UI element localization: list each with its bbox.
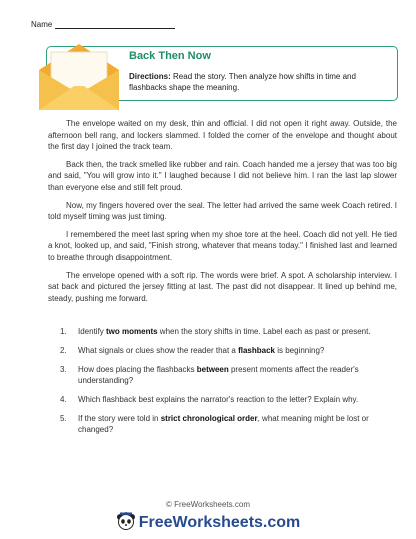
question-text: Which flashback best explains the narrator's reaction to the letter? Explain why.	[78, 395, 359, 404]
question-number: 1.	[60, 327, 67, 336]
question-text: What signals or clues show the reader that a	[78, 346, 239, 355]
footer-brand[interactable]	[0, 512, 416, 532]
brand-name: FreeWorksheets.com	[138, 514, 301, 531]
envelope-icon	[34, 36, 124, 116]
name-blank[interactable]	[55, 28, 175, 29]
footer-link[interactable]: © FreeWorksheets.com	[166, 500, 250, 509]
story-paragraph: Back then, the track smelled like rubber and rain. Coach handed me a jersey that was too big and said, "You will grow into it." I laughed because I did not believe him. I ran the last lap slower than everyone else and still felt proud.	[48, 159, 397, 192]
directions	[129, 71, 394, 93]
question-item	[60, 394, 390, 405]
story-paragraph: I remembered the meet last spring when my shoe tore at the heel. Coach did not yell. He tied a knot, looked up, and said, "Finish strong, whatever that means today." I finished last and learned to breathe through disappointment.	[48, 229, 397, 262]
story-paragraph: The envelope waited on my desk, thin and official. I did not open it right away. Outside, the afternoon bell rang, and lockers slammed. I folded the corner of the envelope and thought about the first day I joined the track team.	[48, 119, 397, 152]
question-text: when the story shifts in time. Label each as past or present.	[157, 327, 371, 336]
question-text: How does placing the flashbacks	[78, 365, 197, 374]
question-item	[60, 326, 390, 337]
story-paragraph: Now, my fingers hovered over the seal. The letter had arrived the same week Coach retired. I told myself timing was just timing.	[48, 200, 397, 222]
question-text: Identify	[78, 327, 107, 336]
question-keyword: between	[196, 365, 229, 374]
question-text: If the story were told in	[78, 414, 161, 423]
story-text	[48, 118, 397, 310]
question-keyword: two moments	[106, 327, 158, 336]
question-number: 2.	[60, 346, 67, 355]
question-item	[60, 413, 390, 435]
question-item	[60, 364, 390, 386]
question-text: , what meaning might be lost or changed?	[78, 414, 369, 434]
question-text: is beginning?	[275, 346, 325, 355]
directions-text: Read the story. Then analyze how shifts in time and flashbacks shape the meaning.	[129, 72, 356, 92]
question-number: 3.	[60, 365, 67, 374]
name-label: Name	[31, 20, 53, 29]
question-text: present moments affect the reader's understanding?	[78, 365, 359, 385]
question-item	[60, 345, 390, 356]
page-title: Back Then Now	[129, 50, 211, 62]
panda-logo-icon	[116, 512, 136, 530]
name-field[interactable]	[31, 20, 175, 29]
question-keyword: strict chronological order	[160, 414, 258, 423]
story-paragraph: The envelope opened with a soft rip. The words were brief. A spot. A scholarship interview. I sat back and pictured the jersey fitting at last. The past did not disappear. It lined up behind me, steady, pushing me forward.	[48, 270, 397, 303]
question-list	[60, 326, 390, 443]
directions-label: Directions:	[129, 72, 171, 81]
question-number: 4.	[60, 395, 67, 404]
question-keyword: flashback	[238, 346, 275, 355]
question-number: 5.	[60, 414, 67, 423]
